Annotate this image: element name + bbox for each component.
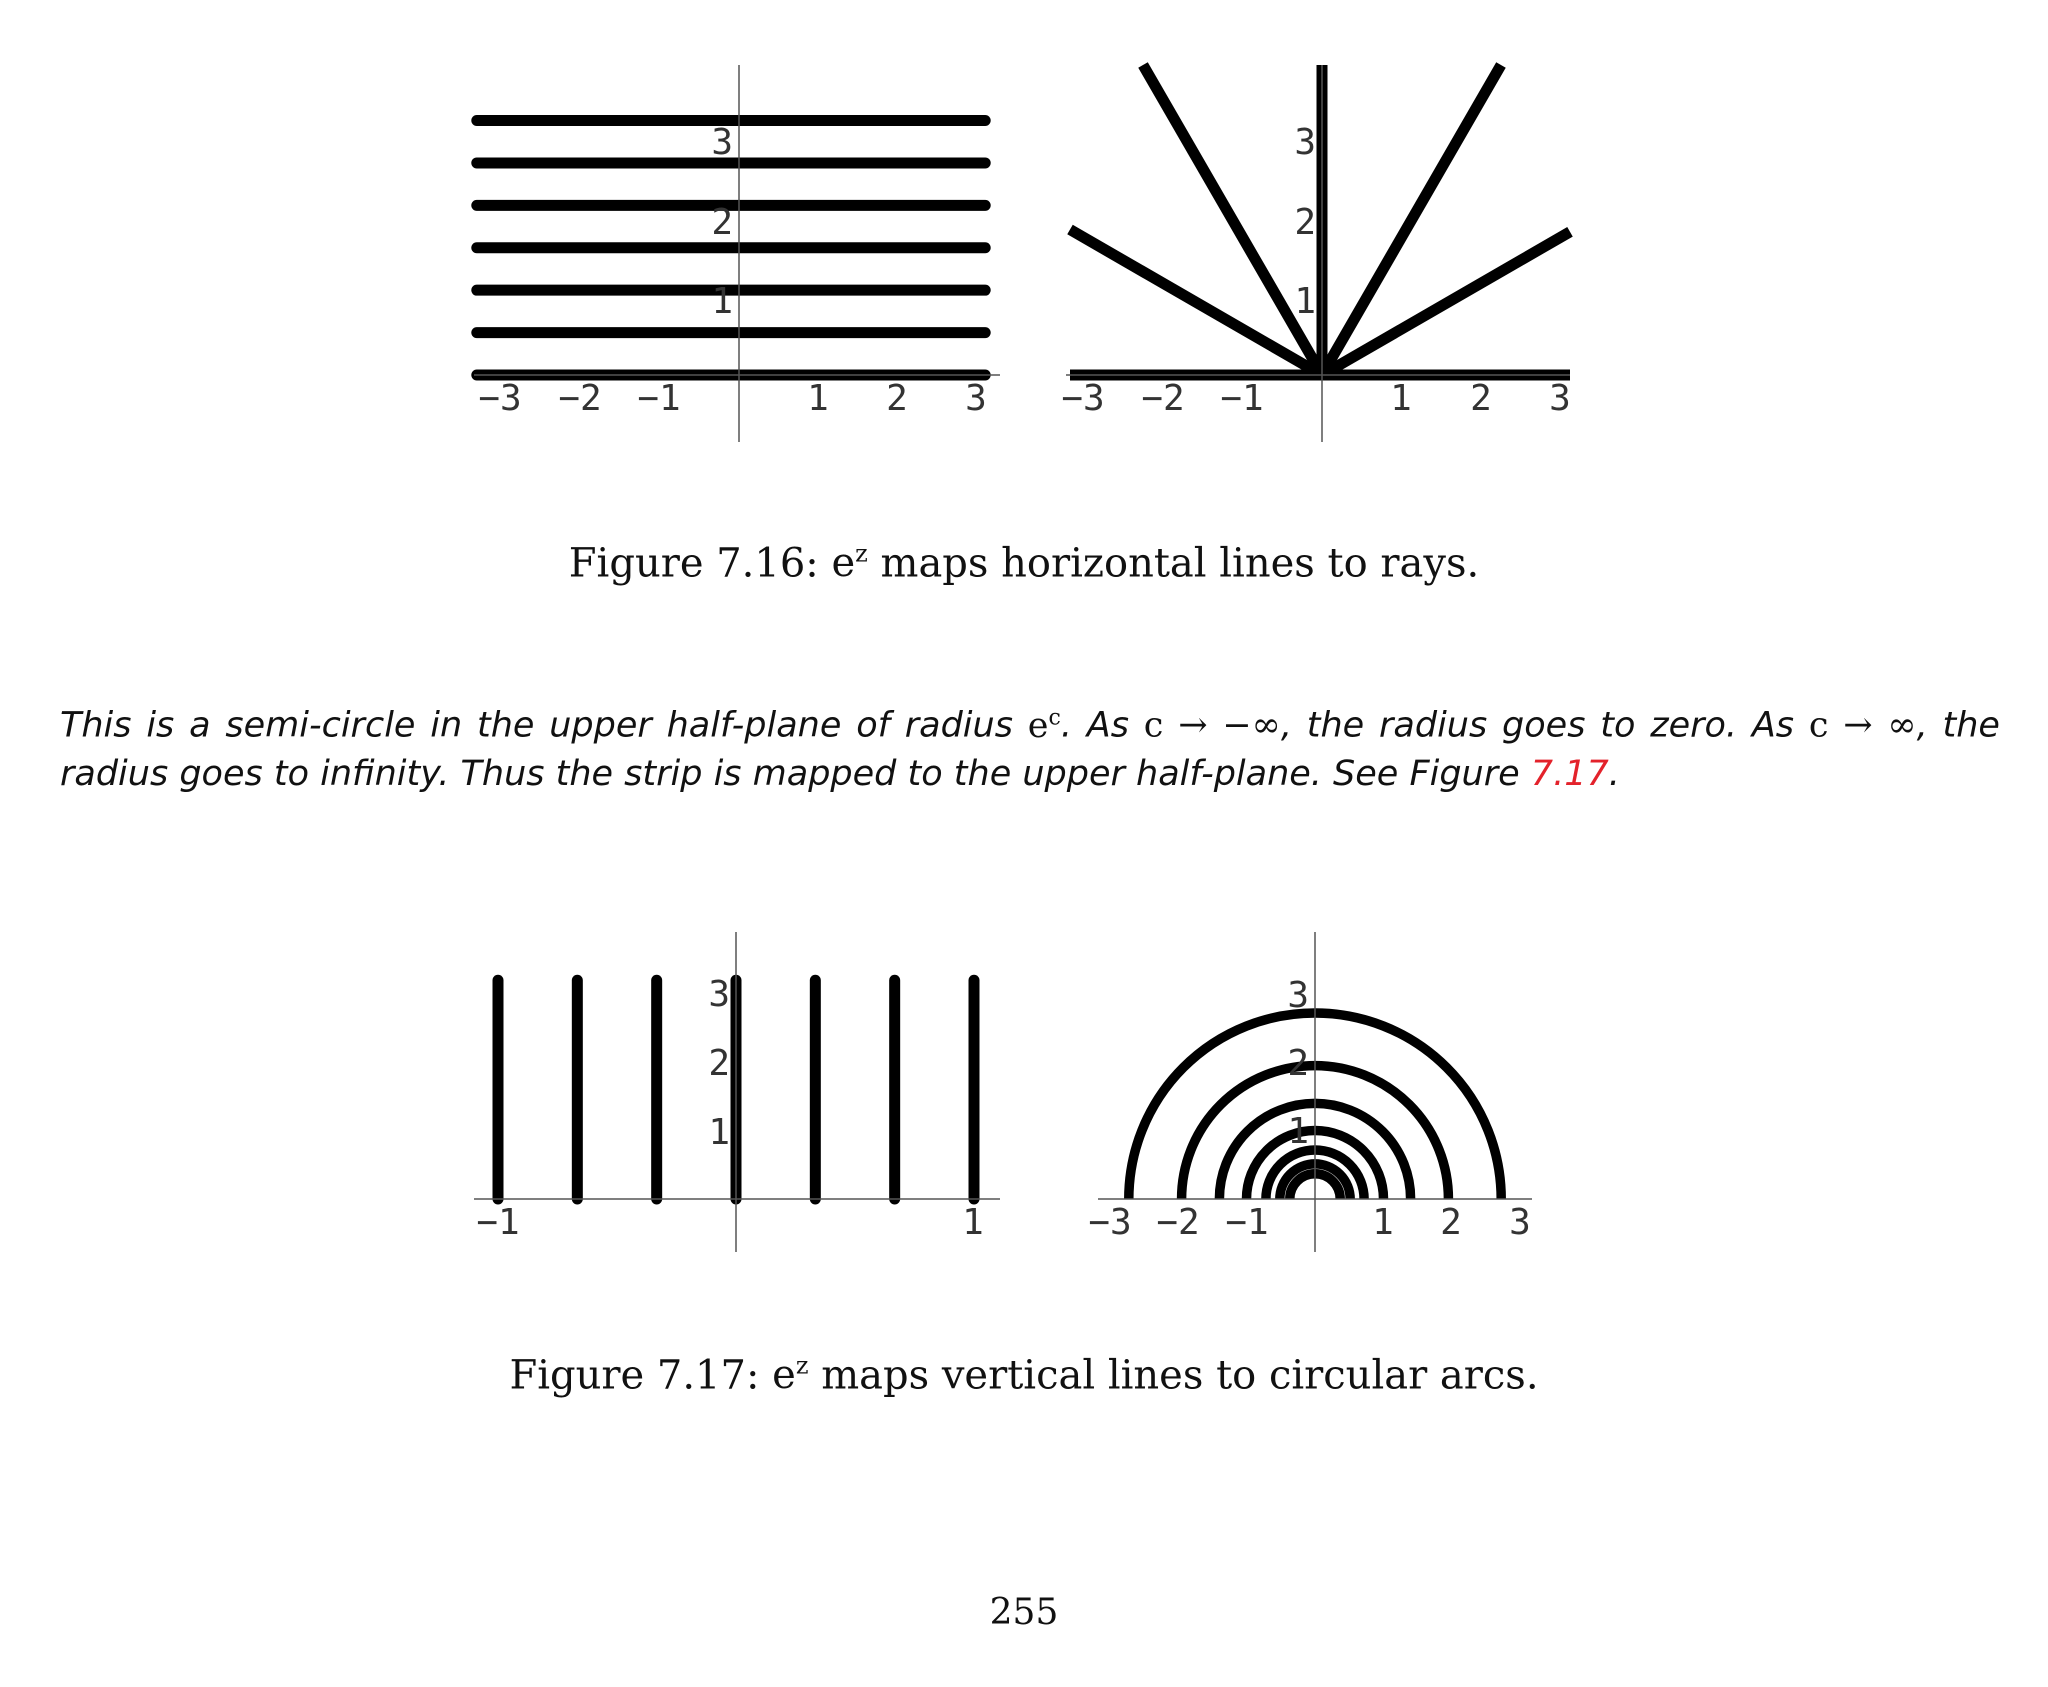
caption-expression: $e^z$: [831, 540, 868, 587]
x-tick-label: 2: [1470, 378, 1492, 419]
y-tick-label: 3: [708, 974, 730, 1015]
x-tick-label: −2: [1156, 1202, 1200, 1243]
y-tick-label: 2: [711, 202, 733, 243]
x-tick-label: −2: [558, 378, 602, 419]
figure-reference-link[interactable]: 7.17: [1530, 753, 1609, 794]
x-tick-label: 1: [1390, 378, 1412, 419]
x-tick-label: −3: [478, 378, 522, 419]
y-tick-label: 3: [1287, 975, 1309, 1016]
page-number: 255: [989, 1592, 1059, 1633]
caption-expression: $e^z$: [772, 1352, 809, 1399]
figure-7-16-caption: [0, 540, 2048, 586]
x-tick-label: −2: [1141, 378, 1185, 419]
body-paragraph: This is a semi-circle in the upper half-plane of radius $e^c$. As c → −∞, the radius goes to zero. As c → ∞, the radius goes to infinity. Thus the strip is mapped to the upper half-plane. See Figure 7.17.: [60, 705, 2000, 794]
x-tick-label: 3: [1509, 1202, 1531, 1243]
x-tick-label: −1: [637, 378, 681, 419]
x-tick-label: 2: [886, 378, 908, 419]
x-tick-label: −3: [1061, 378, 1105, 419]
x-tick-label: −1: [476, 1202, 520, 1243]
y-tick-label: 1: [1287, 1111, 1309, 1152]
x-tick-label: −1: [1225, 1202, 1269, 1243]
x-tick-label: 2: [1440, 1202, 1462, 1243]
y-tick-label: 2: [1287, 1043, 1309, 1084]
y-tick-label: 3: [1294, 122, 1316, 163]
x-tick-label: 1: [962, 1202, 984, 1243]
y-tick-label: 1: [1294, 281, 1316, 322]
figure-7-16-left-plot: [474, 65, 1000, 442]
x-tick-label: 1: [1372, 1202, 1394, 1243]
caption-text: maps horizontal lines to rays.: [880, 540, 1480, 587]
caption-label: Figure 7.17:: [509, 1352, 760, 1399]
figure-7-17-caption: [0, 1352, 2048, 1398]
y-tick-label: 2: [1294, 202, 1316, 243]
x-tick-label: 3: [1549, 378, 1571, 419]
figure-7-17-right-plot: [1088, 932, 1532, 1252]
y-tick-label: 1: [711, 281, 733, 322]
y-tick-label: 3: [711, 122, 733, 163]
caption-label: Figure 7.16:: [568, 540, 819, 587]
x-tick-label: −3: [1088, 1202, 1132, 1243]
y-tick-label: 1: [708, 1112, 730, 1153]
x-tick-label: 1: [807, 378, 829, 419]
y-tick-label: 2: [708, 1043, 730, 1084]
figure-7-17-left-plot: [474, 932, 1000, 1252]
figure-7-16-right-plot: [1061, 65, 1571, 442]
x-tick-label: −1: [1220, 378, 1264, 419]
caption-text: maps vertical lines to circular arcs.: [821, 1352, 1539, 1399]
math-limit-pos: c → ∞: [1808, 705, 1917, 746]
x-tick-label: 3: [965, 378, 987, 419]
math-limit-neg: c → −∞: [1143, 705, 1281, 746]
math-radius: $e^c$: [1027, 705, 1061, 746]
